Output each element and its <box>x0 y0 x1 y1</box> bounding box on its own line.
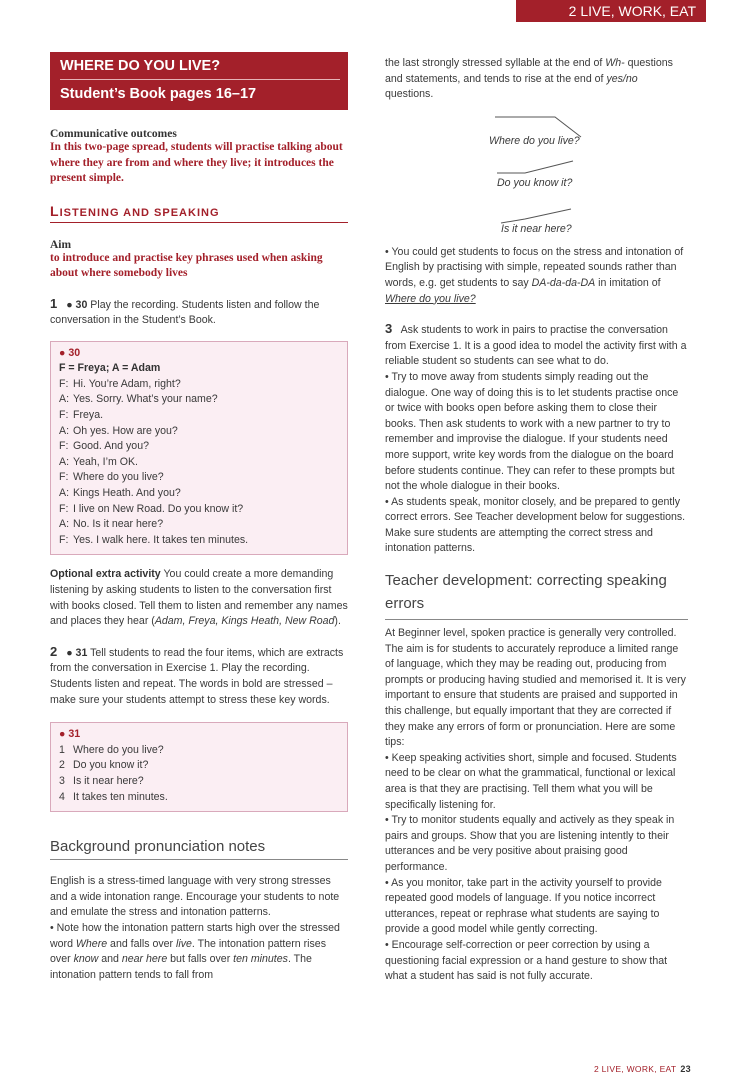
intonation-3 <box>385 205 688 241</box>
intonation-2 <box>385 159 688 195</box>
teacher-dev-p1: At Beginner level, spoken practice is generally very controlled. The aim is for students to accurately reproduce a limited range of language, which they may be reading out, producing from prompts or producing having studied and memorised it. It is very important to ensure that students are praised and supported in this challenge, but equally important that they are corrected if they make any errors of form or pronunciation. Here are some tips: <box>385 627 686 749</box>
script-line <box>59 377 339 393</box>
speaker: A: <box>59 424 70 437</box>
item-text: Do you know it? <box>73 759 149 772</box>
teacher-dev-tip-4: • Encourage self-correction or peer correction by using a questioning facial expression or a hand gesture to show that what a student has said is not fully accurate. <box>385 938 668 983</box>
script-line <box>59 408 339 424</box>
optional-end: ). <box>334 615 341 628</box>
speaker: A: <box>59 455 70 468</box>
speaker: F: <box>59 440 69 453</box>
speaker: A: <box>59 393 70 406</box>
lesson-title-box <box>50 52 348 110</box>
utterance: Hi. You’re Adam, right? <box>73 377 181 390</box>
script-line <box>59 774 339 790</box>
background-p1: English is a stress-timed language with very strong stresses and a wide intonation range. Encourage your students to note and emulate the stress and intonation patterns. <box>50 875 340 919</box>
exercise-3-bullet-2: • As students speak, monitor closely, and be prepared to gently correct errors. See Teacher development below for suggestions. Make sure students are attempting the correct stress and intonation patterns. <box>385 495 686 555</box>
speaker: F: <box>59 502 69 515</box>
script-line <box>59 517 339 533</box>
cd-icon: ● <box>66 298 73 311</box>
script-line <box>59 486 339 502</box>
exercise-3-number: 3 <box>385 321 393 337</box>
exercise-3 <box>385 321 688 370</box>
utterance: Freya. <box>73 409 104 422</box>
script-line <box>59 743 339 759</box>
continuation-text <box>385 56 688 103</box>
teacher-dev-tip-3: • As you monitor, take part in the activity yourself to provide repeated good models of language. If you notice incorrect utterances, repeat or rephrase what students are saying to provide a good model while gently correcting. <box>385 876 662 936</box>
exercise-3-bullet-1: • Try to move away from students simply reading out the dialogue. One way of doing this is to let students practise once or twice with books open before asking them to close their books. Then ask students to work with a new partner to try to remember and improvise the dialogue. If your students need more support, write key words from the dialogue on the board before students continue. They can refer to these prompts but not the whole dialogue in their books. <box>385 370 679 493</box>
background-p2 <box>50 921 348 983</box>
exercise-1 <box>50 296 348 329</box>
teacher-dev-tip-1: • Keep speaking activities short, simple and focused. Students need to be clear on what the grammatical, functional or lexical area is that they are practising. Tell them what you will be specifically listening for. <box>385 751 677 811</box>
item-text: Where do you live? <box>73 743 164 756</box>
utterance: No. Is it near here? <box>73 518 164 531</box>
utterance: Oh yes. How are you? <box>73 424 178 437</box>
audio-script-31 <box>50 722 348 812</box>
outcomes-label: Communicative outcomes <box>50 128 177 140</box>
script-line <box>59 533 339 549</box>
script-line <box>59 758 339 774</box>
page-footer <box>594 1064 691 1074</box>
background-heading: Background pronunciation notes <box>50 838 348 860</box>
lesson-title: WHERE DO YOU LIVE? <box>60 58 221 74</box>
exercise-2 <box>50 644 348 708</box>
exercise-3-text: Ask students to work in pairs to practise the conversation from Exercise 1. It is a good idea to model the activity first with a reliable student so students can see what to do. <box>385 324 687 368</box>
p3a: • You could get students to focus on the stress and intonation of English by practising with simple, repeated sounds rather than words, e.g. get students to say <box>385 245 684 289</box>
left-column <box>50 52 348 983</box>
script-line <box>59 439 339 455</box>
speaker: F: <box>59 533 69 546</box>
script-line <box>59 424 339 440</box>
bg-live: live <box>176 937 192 950</box>
item-number: 4 <box>59 790 65 803</box>
cont-yn: yes/no <box>606 72 638 85</box>
exercise-2-track: 31 <box>75 646 88 659</box>
bg-p2c: . The intonation pattern rises over <box>50 937 326 966</box>
aim-label: Aim <box>50 238 72 251</box>
p3-where: Where do you live? <box>385 292 476 305</box>
utterance: Good. And you? <box>73 440 149 453</box>
lesson-pages: Student’s Book pages 16–17 <box>60 86 257 102</box>
audio-30-track: 30 <box>68 346 81 359</box>
intonation-1 <box>385 111 688 151</box>
speaker: A: <box>59 487 70 500</box>
aim-text: to introduce and practise key phrases used when asking about where somebody lives <box>50 251 323 279</box>
right-column <box>385 56 688 985</box>
audio-script-30 <box>50 341 348 556</box>
bg-ten-minutes: ten minutes <box>233 953 288 966</box>
p3b: in imitation of <box>595 276 661 289</box>
audio-31-track: 31 <box>68 728 81 741</box>
intonation-where: Where do you live? <box>489 134 580 147</box>
teacher-dev-tip-2: • Try to monitor students equally and actively as they speak in pairs and groups. Show that you are listening intently to their utterances and be very positive about praising good performance. <box>385 814 675 873</box>
speaker: A: <box>59 518 70 531</box>
cont-wh: Wh- <box>605 57 625 69</box>
bg-p2e: but falls over <box>167 953 234 966</box>
optional-activity <box>50 567 348 629</box>
script-line <box>59 790 339 806</box>
utterance: Yes. Sorry. What’s your name? <box>73 393 218 406</box>
cd-icon: ● <box>66 646 73 659</box>
page-number: 23 <box>680 1064 691 1074</box>
utterance: Yes. I walk here. It takes ten minutes. <box>73 533 249 546</box>
bg-p2d: and <box>98 953 122 966</box>
bg-p2a: • Note how the intonation pattern starts high over the stressed word <box>50 921 340 950</box>
item-number: 3 <box>59 774 65 787</box>
speaker: F: <box>59 409 69 422</box>
bg-where: Where <box>75 937 108 950</box>
exercise-2-text: Tell students to read the four items, which are extracts from the conversation in Exercise 1. Play the recording. Students listen and repeat. The words in bold are stressed – make sure your students attempt to stress these key words. <box>50 646 344 706</box>
footer-chapter: 2 LIVE, WORK, EAT <box>593 1064 677 1074</box>
cont-c: questions. <box>385 88 434 101</box>
cd-icon: ● <box>59 346 66 359</box>
utterance: Kings Heath. And you? <box>73 487 181 500</box>
speaker: F: <box>59 377 69 390</box>
intonation-near: Is it near here? <box>501 222 572 235</box>
script-line <box>59 470 339 486</box>
chapter-header: 2 LIVE, WORK, EAT <box>516 0 706 22</box>
utterance: Where do you live? <box>73 471 164 484</box>
script-line <box>59 502 339 518</box>
cd-icon: ● <box>59 728 66 741</box>
teacher-dev-heading: Teacher development: correcting speaking errors <box>385 569 688 620</box>
intonation-know: Do you know it? <box>497 176 573 189</box>
item-number: 1 <box>59 743 65 756</box>
outcomes-text: In this two-page spread, students will practise talking about where they are from and where they live; it introduces the present simple. <box>50 141 343 184</box>
p3-da: DA-da-da-DA <box>531 276 596 289</box>
bg-p2f: . The intonation pattern tends to fall from <box>50 953 312 981</box>
item-number: 2 <box>59 759 65 772</box>
optional-names: Adam, Freya, Kings Heath, New Road <box>154 615 335 628</box>
exercise-2-number: 2 <box>50 643 58 659</box>
optional-text: You could create a more demanding listening by asking students to listen to the conversation first with books closed. Tell them to listen and remember any names and places they hear ( <box>50 568 348 628</box>
stress-tip <box>385 245 688 307</box>
exercise-1-track: 30 <box>75 298 88 311</box>
speaker: F: <box>59 471 69 484</box>
cont-a: the last strongly stressed syllable at the end of <box>385 57 606 69</box>
exercise-1-number: 1 <box>50 295 58 311</box>
section-heading: LISTENING AND SPEAKING <box>50 203 348 223</box>
bg-near-here: near here <box>121 953 168 966</box>
optional-label: Optional extra activity <box>50 568 161 581</box>
bg-know: know <box>73 953 99 966</box>
audio-30-cast: F = Freya; A = Adam <box>59 362 161 375</box>
script-line <box>59 455 339 471</box>
script-line <box>59 392 339 408</box>
utterance: I live on New Road. Do you know it? <box>73 502 244 515</box>
utterance: Yeah, I’m OK. <box>73 455 138 468</box>
item-text: It takes ten minutes. <box>73 790 168 803</box>
item-text: Is it near here? <box>73 774 144 787</box>
bg-p2b: and falls over <box>107 937 177 950</box>
exercise-1-text: Play the recording. Students listen and follow the conversation in the Student’s Book. <box>50 298 320 327</box>
cont-b: questions and statements, and tends to rise at the end of <box>385 57 673 85</box>
